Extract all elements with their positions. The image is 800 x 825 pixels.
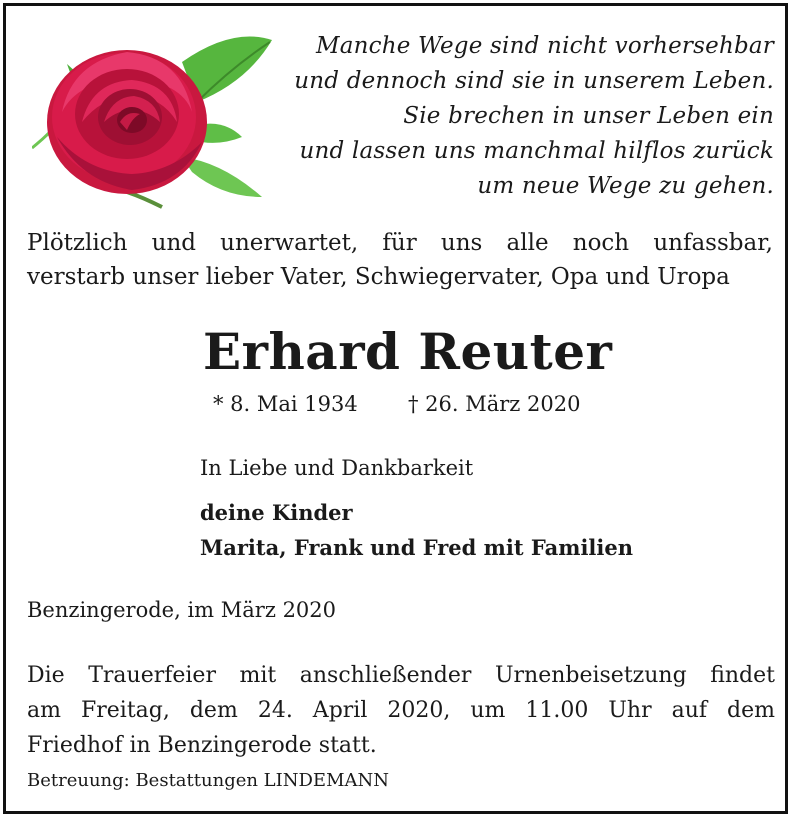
birth-date: * 8. Mai 1934 <box>213 392 358 416</box>
poem-line: um neue Wege zu gehen. <box>477 173 774 199</box>
mourners-title: deine Kinder <box>200 500 353 525</box>
place-date: Benzingerode, im März 2020 <box>27 598 337 622</box>
poem-line: und lassen uns manchmal hilflos zurück <box>299 138 774 164</box>
poem-line: Manche Wege sind nicht vorhersehbar <box>315 33 774 59</box>
poem <box>294 29 774 204</box>
mourners-names: Marita, Frank und Fred mit Familien <box>200 535 634 560</box>
funeral-home: Betreuung: Bestattungen LINDEMANN <box>27 770 389 791</box>
funeral-info <box>27 658 775 763</box>
death-date: † 26. März 2020 <box>408 392 581 416</box>
poem-line: und dennoch sind sie in unserem Leben. <box>294 68 774 94</box>
funeral-line: Friedhof in Benzingerode statt. <box>27 733 377 758</box>
rose-icon <box>32 22 272 212</box>
funeral-line: Die Trauerfeier mit anschließender Urnenbeisetzung findet <box>27 663 775 688</box>
thanks-line: In Liebe und Dankbarkeit <box>200 456 474 480</box>
intro-line: verstarb unser lieber Vater, Schwiegervater, Opa und Uropa <box>27 264 730 290</box>
poem-line: Sie brechen in unser Leben ein <box>403 103 774 129</box>
intro-line: Plötzlich und unerwartet, für uns alle noch unfassbar, <box>27 230 773 256</box>
intro-text <box>27 226 773 294</box>
funeral-line: am Freitag, dem 24. April 2020, um 11.00 Uhr auf dem <box>27 698 775 723</box>
deceased-name: Erhard Reuter <box>203 322 613 381</box>
